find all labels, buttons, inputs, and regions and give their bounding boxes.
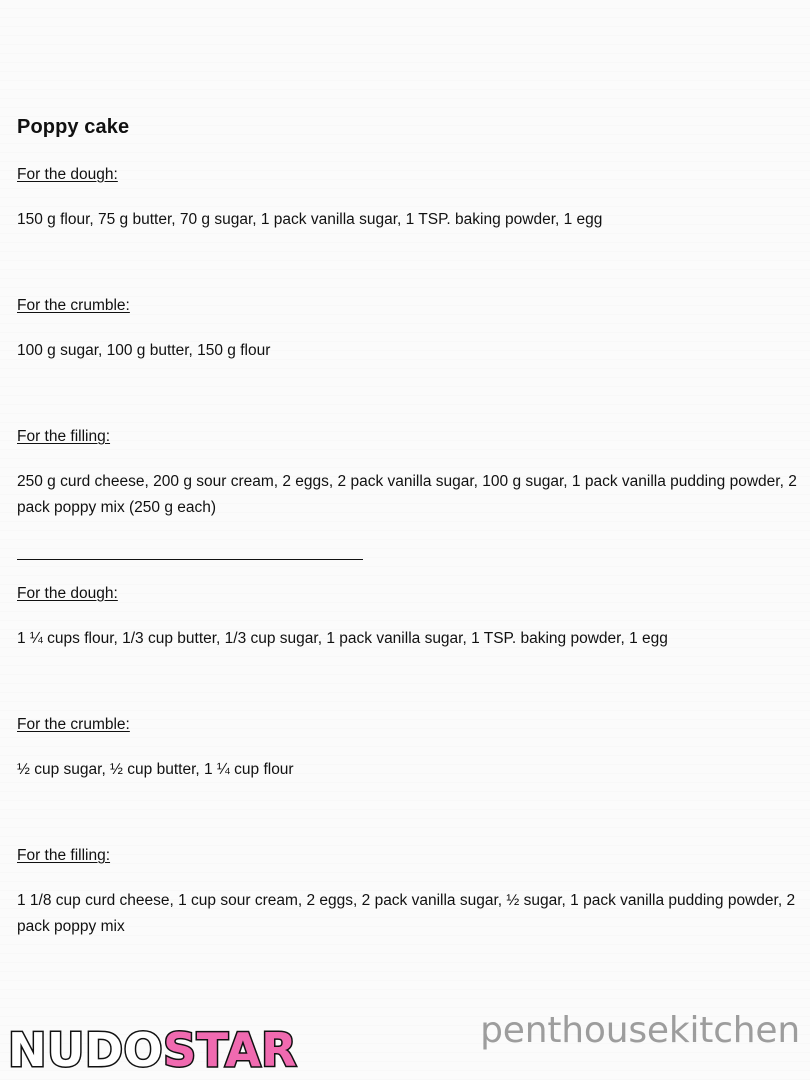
watermark-username: penthousekitchen xyxy=(480,1010,800,1051)
section-divider xyxy=(17,559,363,560)
imperial-filling-ingredients: 1 1/8 cup curd cheese, 1 cup sour cream, 2 eggs, 2 pack vanilla sugar, ½ sugar, 1 pack vanilla pudding powder, 2 pack poppy mix xyxy=(17,892,796,935)
imperial-crumble-heading: For the crumble: xyxy=(17,716,130,733)
metric-crumble-heading: For the crumble: xyxy=(17,297,130,314)
imperial-crumble-ingredients: ½ cup sugar, ½ cup butter, 1 ¼ cup flour xyxy=(17,761,294,778)
logo-text-part2: STAR xyxy=(163,1023,298,1077)
imperial-filling-heading: For the filling: xyxy=(17,847,111,864)
logo-text-part1: NUDO xyxy=(8,1023,164,1077)
metric-crumble-ingredients: 100 g sugar, 100 g butter, 150 g flour xyxy=(17,342,271,359)
recipe-title: Poppy cake xyxy=(17,116,130,138)
metric-filling-ingredients: 250 g curd cheese, 200 g sour cream, 2 eggs, 2 pack vanilla sugar, 100 g sugar, 1 pack vanilla pudding powder, 2 pack poppy mix (250 g each) xyxy=(17,473,797,516)
metric-filling-heading: For the filling: xyxy=(17,428,111,445)
metric-dough-heading: For the dough: xyxy=(17,166,118,183)
nudostar-logo xyxy=(8,1022,297,1078)
imperial-dough-ingredients: 1 ¼ cups flour, 1/3 cup butter, 1/3 cup sugar, 1 pack vanilla sugar, 1 TSP. baking powder, 1 egg xyxy=(17,630,668,647)
imperial-dough-heading: For the dough: xyxy=(17,585,118,602)
metric-dough-ingredients: 150 g flour, 75 g butter, 70 g sugar, 1 pack vanilla sugar, 1 TSP. baking powder, 1 egg xyxy=(17,211,603,228)
